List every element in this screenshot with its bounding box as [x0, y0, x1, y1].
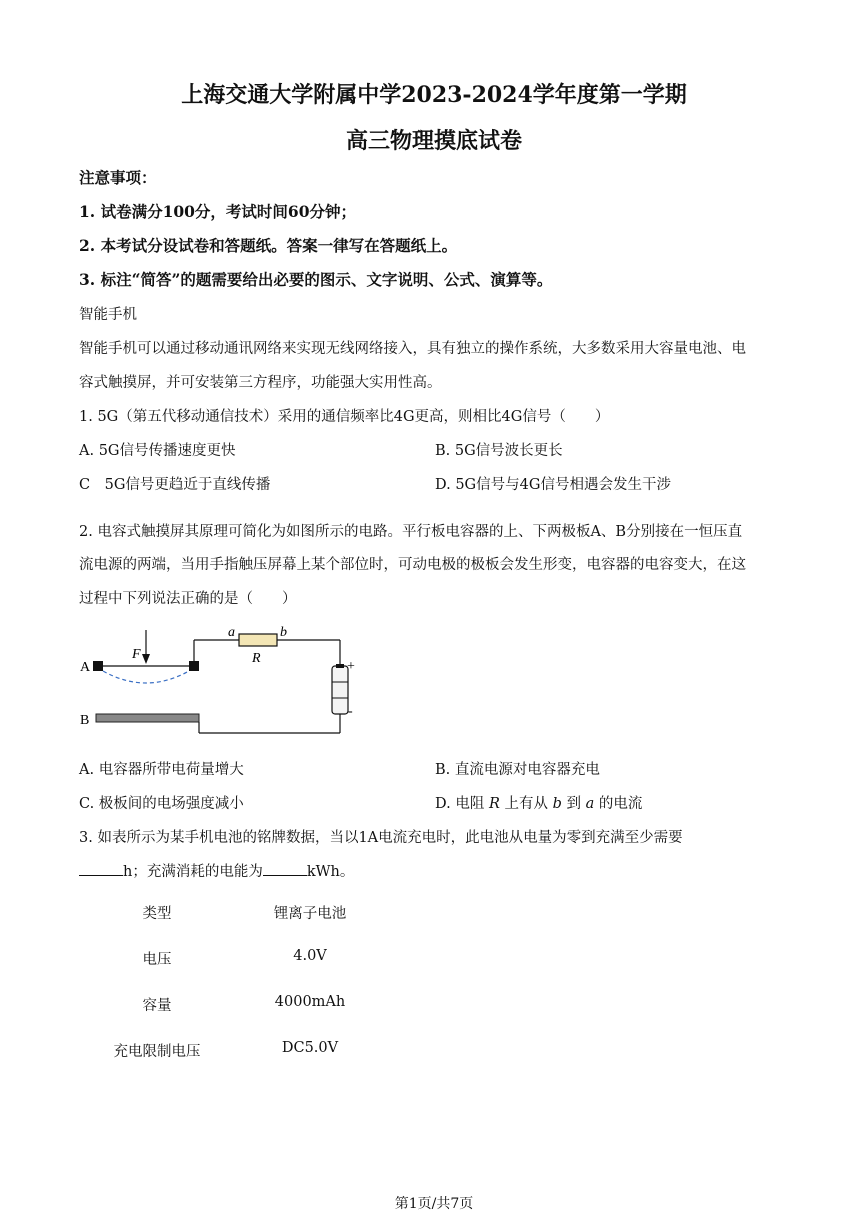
label-b-plate: B [80, 713, 90, 728]
section-intro: 容式触摸屏，并可安装第三方程序，功能强大实用性高。 [79, 375, 442, 391]
q2-stem: 2. 电容式触摸屏其原理可简化为如图所示的电路。平行板电容器的上、下两极板A、B分别接在一恒压直 [79, 524, 743, 540]
deformed-plate-arc [103, 671, 189, 683]
label-force: F [132, 647, 141, 662]
q2-option-d [435, 792, 642, 813]
table-cell-value: 4000mAh [274, 994, 346, 1010]
exam-title: 上海交通大学附属中学2023-2024学年度第一学期 [181, 82, 687, 108]
table-cell-value: 锂离子电池 [273, 906, 347, 922]
exam-subtitle: 高三物理摸底试卷 [345, 128, 522, 154]
plate-b [96, 714, 199, 722]
label-resistor: R [252, 651, 261, 666]
label-plus: + [347, 659, 355, 674]
q1-option-b: B. 5G信号波长更长 [435, 443, 563, 459]
q1-option-d: D. 5G信号与4G信号相遇会发生干涉 [435, 477, 671, 493]
plate-a-terminal-left [93, 661, 103, 671]
plate-a-terminal-right [189, 661, 199, 671]
answer-blank-energy[interactable] [263, 863, 307, 876]
q3-unit-kwh: kWh。 [306, 864, 355, 880]
answer-blank-hours[interactable] [79, 863, 123, 876]
q2-option-d-text: 到 [566, 796, 581, 812]
q2-option-d-a: a [585, 796, 595, 812]
notice-item: 3. 标注“简答”的题需要给出必要的图示、文字说明、公式、演算等。 [79, 270, 553, 289]
label-a-plate: A [80, 660, 91, 675]
q2-option-a: A. 电容器所带电荷量增大 [79, 762, 244, 778]
q3-unit-h: h；充满消耗的电能为 [123, 864, 263, 880]
q3-stem: 3. 如表所示为某手机电池的铭牌数据，当以1A电流充电时，此电池从电量为零到充满至少需要 [79, 830, 683, 846]
resistor-r [239, 634, 277, 646]
label-terminal-a: a [228, 625, 235, 640]
table-cell-name: 类型 [142, 906, 172, 922]
table-cell-name: 电压 [142, 952, 172, 968]
circuit-diagram [76, 620, 376, 740]
q1-option-a: A. 5G信号传播速度更快 [79, 443, 236, 459]
label-terminal-b: b [280, 625, 287, 640]
section-intro: 智能手机可以通过移动通讯网络来实现无线网络接入，具有独立的操作系统，大多数采用大容量电池、电 [79, 341, 746, 357]
q2-option-d-text: D. 电阻 [435, 796, 485, 812]
label-minus: - [348, 704, 353, 719]
battery-cap [336, 664, 344, 668]
q2-option-d-b: b [552, 796, 562, 812]
notice-item: 1. 试卷满分100分，考试时间60分钟； [79, 202, 357, 221]
q2-stem: 流电源的两端，当用手指触压屏幕上某个部位时，可动电极的极板会发生形变，电容器的电容变大，在这 [79, 557, 746, 573]
q1-option-c: C 5G信号更趋近于直线传播 [79, 477, 271, 493]
q2-option-d-text: 的电流 [598, 796, 643, 812]
q3-stem-line2 [79, 860, 354, 881]
battery [332, 666, 348, 714]
q2-stem: 过程中下列说法正确的是（ ） [79, 591, 297, 607]
q2-option-d-r: R [488, 796, 500, 812]
table-cell-name: 充电限制电压 [113, 1044, 201, 1060]
table-cell-value: 4.0V [293, 948, 327, 964]
section-title: 智能手机 [79, 307, 137, 323]
q2-option-d-text: 上有从 [504, 796, 548, 812]
table-cell-value: DC5.0V [281, 1040, 339, 1056]
force-arrow-head [142, 654, 150, 664]
q2-option-c: C. 极板间的电场强度减小 [79, 796, 244, 812]
q1-stem: 1. 5G（第五代移动通信技术）采用的通信频率比4G更高，则相比4G信号（ ） [79, 409, 610, 425]
table-cell-name: 容量 [142, 998, 172, 1014]
notice-item: 2. 本考试分设试卷和答题纸。答案一律写在答题纸上。 [79, 236, 458, 255]
notice-heading: 注意事项： [79, 168, 157, 187]
q2-option-b: B. 直流电源对电容器充电 [435, 762, 600, 778]
page-number: 第1页/共7页 [394, 1196, 474, 1212]
